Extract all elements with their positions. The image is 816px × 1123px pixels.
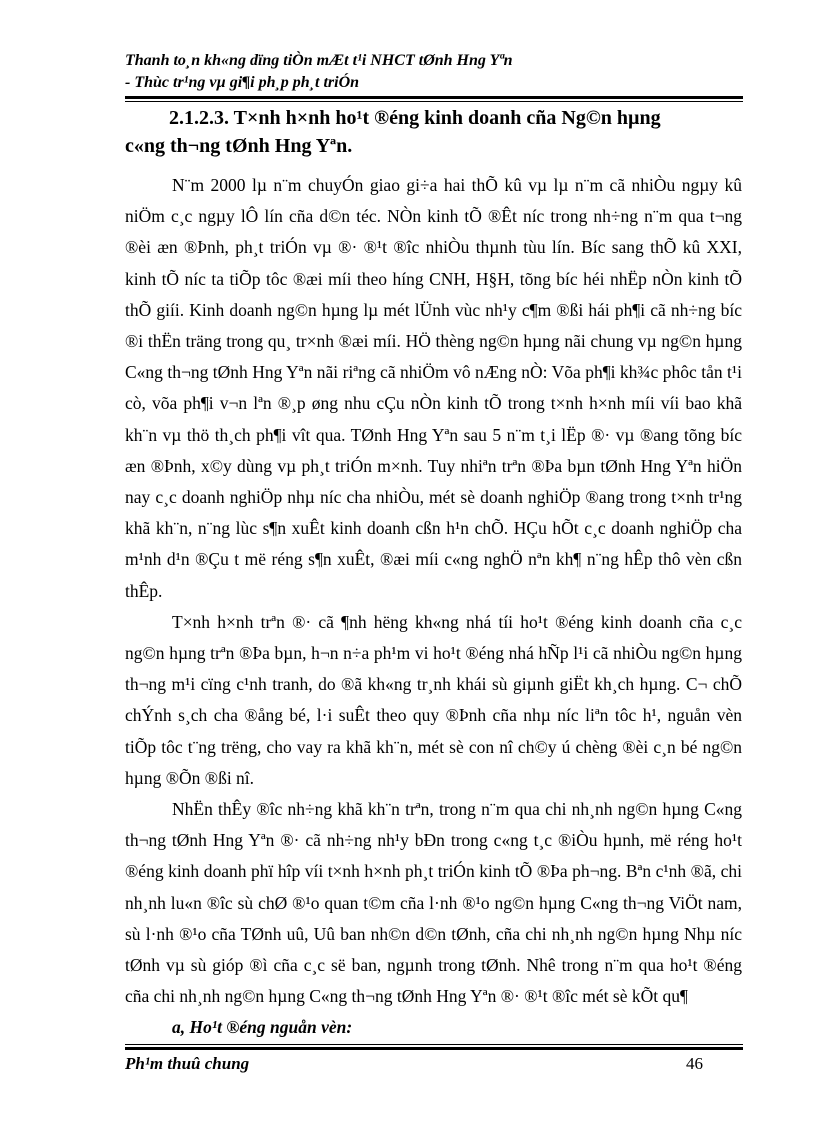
header-rule-thin [125, 101, 743, 102]
page-header [125, 50, 742, 94]
header-title-line-1: Thanh to¸n kh«ng dïng tiÒn mÆt t¹i NHCT tØnh Hng Yªn [125, 52, 513, 69]
page-body [125, 104, 742, 1043]
paragraph-1: N¨m 2000 lµ n¨m chuyÓn giao gi÷a hai thÕ kû vµ lµ n¨m cã nhiÒu ngµy kû niÖm c¸c ngµy lÔ lín cña d©n téc. NÒn kinh tÕ ®Êt níc trong nh÷ng n¨m qua t¬ng ®èi æn ®Þnh, ph¸t triÓn vµ ®· ®¹t ®îc nhiÒu thµnh tùu lín. Bíc sang thÕ kû XXI, kinh tÕ níc ta tiÕp tôc ®æi míi theo híng CNH, H§H, tõng bíc héi nhËp nÒn kinh tÕ thÕ giíi. Kinh doanh ng©n hµng lµ mét lÜnh vùc nh¹y c¶m ®ßi hái ph¶i cã nh÷ng bíc ®i thËn träng trong qu¸ tr×nh ®æi míi. HÖ thèng ng©n hµng nãi chung vµ ng©n hµng C«ng th¬ng tØnh Hng Yªn nãi riªng cã nhiÖm vô nÆng nÒ: Võa ph¶i kh¾c phôc tån t¹i cò, võa ph¶i v¬n lªn ®¸p øng nhu cÇu nÒn kinh tÕ trong t×nh h×nh míi víi bao khã kh¨n vµ thö th¸ch ph¶i vît qua. TØnh Hng Yªn sau 5 n¨m t¸i lËp ®· vµ ®ang tõng bíc æn ®Þnh, x©y dùng vµ ph¸t triÓn m×nh. Tuy nhiªn trªn ®Þa bµn tØnh Hng Yªn hiÖn nay c¸c doanh nghiÖp nhµ níc cha nhiÒu, mét sè doanh nghiÖp ®ang trong t×nh tr¹ng khã kh¨n, n¨ng lùc s¶n xuÊt kinh doanh cßn h¹n chÕ. HÇu hÕt c¸c doanh nghiÖp cha m¹nh d¹n ®Çu t më réng s¶n xuÊt, ®æi míi c«ng nghÖ nªn kh¶ n¨ng hÊp thô vèn cßn thÊp. [125, 175, 742, 601]
header-rule-thick [125, 96, 743, 99]
footer-rule-thin [125, 1044, 743, 1045]
footer-author: Ph¹m thuû chung [125, 1054, 250, 1073]
section-heading-line-2: c«ng th¬ng tØnh Hng Yªn. [125, 135, 353, 157]
paragraph-2: T×nh h×nh trªn ®· cã ¶nh hëng kh«ng nhá tíi ho¹t ®éng kinh doanh cña c¸c ng©n hµng trªn ®Þa bµn, h¬n n÷a ph¹m vi ho¹t ®éng nhá hÑp l¹i cã nhiÒu ng©n hµng th¬ng m¹i cïng c¹nh tranh, do ®ã kh«ng tr¸nh khái sù giµnh giËt kh¸ch hµng. C¬ chÕ chÝnh s¸ch cha ®ång bé, l·i suÊt theo quy ®Þnh cña nhµ níc liªn tôc h¹, nguån vèn tiÕp tôc t¨ng trëng, cho vay ra khã kh¨n, mét sè con nî ch©y ú chèng ®èi c¸n bé ng©n hµng ®Õn ®ßi nî. [125, 611, 742, 788]
header-title-line-2: - Thùc tr¹ng vµ gi¶i ph¸p ph¸t triÓn [125, 74, 360, 91]
footer-rule-thick [125, 1047, 743, 1050]
page-number: 46 [686, 1054, 703, 1073]
section-heading-line-1: 2.1.2.3. T×nh h×nh ho¹t ®éng kinh doanh cña Ng©n hµng [169, 107, 661, 129]
subheading-funding: a, Ho¹t ®éng nguån vèn: [172, 1017, 353, 1038]
paragraph-3: NhËn thÊy ®îc nh÷ng khã kh¨n trªn, trong n¨m qua chi nh¸nh ng©n hµng C«ng th¬ng tØnh Hng Yªn ®· cã nh÷ng nh¹y bÐn trong c«ng t¸c ®iÒu hµnh, më réng ho¹t ®éng kinh doanh phï hîp víi t×nh h×nh ph¸t triÓn kinh tÕ ®Þa ph¬ng. Bªn c¹nh ®ã, chi nh¸nh lu«n ®îc sù chØ ®¹o quan t©m cña l·nh ®¹o ng©n hµng C«ng th¬ng ViÖt nam, sù l·nh ®¹o cña TØnh uû, Uû ban nh©n d©n tØnh, cña chi nh¸nh ng©n hµng Nhµ níc tØnh vµ sù gióp ®ì cña c¸c së ban, ngµnh trong tØnh. Nhê trong n¨m qua ho¹t ®éng cña chi nh¸nh ng©n hµng C«ng th¬ng tØnh Hng Yªn ®· ®¹t ®îc mét sè kÕt qu¶ [125, 799, 742, 1007]
section-heading [125, 104, 742, 160]
